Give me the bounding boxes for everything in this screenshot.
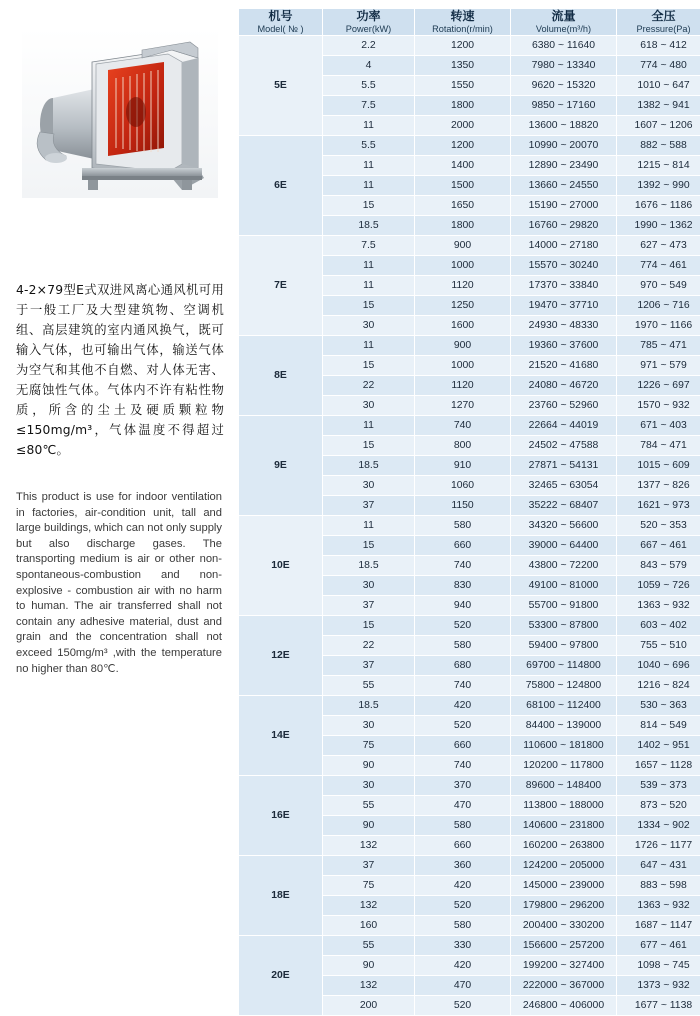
cell-rotation: 660: [415, 536, 511, 556]
cell-volume: 14000 ~ 27180: [511, 236, 617, 256]
table-row: [239, 136, 700, 156]
cell-rotation: 900: [415, 336, 511, 356]
cell-volume: 21520 ~ 41680: [511, 356, 617, 376]
cell-pressure: 1040 ~ 696: [617, 656, 700, 676]
cell-power: 11: [323, 416, 415, 436]
column-header-pressure: [617, 9, 700, 36]
cell-rotation: 330: [415, 936, 511, 956]
cell-pressure: 1570 ~ 932: [617, 396, 700, 416]
cell-rotation: 360: [415, 856, 511, 876]
cell-volume: 24930 ~ 48330: [511, 316, 617, 336]
cell-rotation: 910: [415, 456, 511, 476]
cell-volume: 68100 ~ 112400: [511, 696, 617, 716]
cell-power: 11: [323, 176, 415, 196]
cell-rotation: 660: [415, 736, 511, 756]
cell-rotation: 370: [415, 776, 511, 796]
cell-pressure: 774 ~ 461: [617, 256, 700, 276]
cell-rotation: 420: [415, 696, 511, 716]
cell-pressure: 814 ~ 549: [617, 716, 700, 736]
cell-volume: 89600 ~ 148400: [511, 776, 617, 796]
cell-volume: 75800 ~ 124800: [511, 676, 617, 696]
table-row: [239, 696, 700, 716]
cell-power: 30: [323, 716, 415, 736]
cell-volume: 32465 ~ 63054: [511, 476, 617, 496]
cell-power: 15: [323, 616, 415, 636]
table-header: [239, 9, 700, 36]
description-chinese: 4-2×79型E式双进风离心通风机可用于一般工厂及大型建筑物、空调机组、高层建筑的室内通风换气，既可输入气体，也可输出气体，输送气体为空气和其他不自燃、对人体无害、无腐蚀性气体。气体内不许有粘性物质，所含的尘土及硬质颗粒物≤150mg/m³，气体温度不得超过≤80℃。: [16, 280, 224, 460]
cell-pressure: 1363 ~ 932: [617, 596, 700, 616]
cell-power: 55: [323, 936, 415, 956]
table-row: [239, 516, 700, 536]
cell-pressure: 627 ~ 473: [617, 236, 700, 256]
cell-power: 75: [323, 876, 415, 896]
cell-rotation: 2000: [415, 116, 511, 136]
column-header-pressure-en: Pressure(Pa): [617, 23, 700, 35]
cell-power: 11: [323, 116, 415, 136]
cell-rotation: 420: [415, 876, 511, 896]
cell-pressure: 1010 ~ 647: [617, 76, 700, 96]
column-header-rotation: [415, 9, 511, 36]
cell-volume: 120200 ~ 117800: [511, 756, 617, 776]
cell-volume: 19360 ~ 37600: [511, 336, 617, 356]
cell-volume: 35222 ~ 68407: [511, 496, 617, 516]
cell-pressure: 677 ~ 461: [617, 936, 700, 956]
cell-power: 132: [323, 896, 415, 916]
table-row: [239, 856, 700, 876]
specification-table: [238, 8, 700, 1016]
cell-volume: 145000 ~ 239000: [511, 876, 617, 896]
cell-volume: 59400 ~ 97800: [511, 636, 617, 656]
cell-power: 30: [323, 396, 415, 416]
cell-volume: 10990 ~ 20070: [511, 136, 617, 156]
table-row: [239, 336, 700, 356]
cell-power: 200: [323, 996, 415, 1016]
cell-pressure: 1676 ~ 1186: [617, 196, 700, 216]
cell-pressure: 843 ~ 579: [617, 556, 700, 576]
cell-power: 30: [323, 316, 415, 336]
cell-rotation: 740: [415, 556, 511, 576]
cell-rotation: 830: [415, 576, 511, 596]
cell-volume: 15190 ~ 27000: [511, 196, 617, 216]
cell-power: 15: [323, 296, 415, 316]
cell-pressure: 539 ~ 373: [617, 776, 700, 796]
cell-rotation: 800: [415, 436, 511, 456]
cell-model: 8E: [239, 336, 323, 416]
cell-power: 55: [323, 676, 415, 696]
column-header-model-cn: 机号: [239, 9, 322, 23]
column-header-model-en: Model( № ): [239, 23, 322, 35]
cell-pressure: 618 ~ 412: [617, 36, 700, 56]
cell-model: 14E: [239, 696, 323, 776]
cell-pressure: 1990 ~ 1362: [617, 216, 700, 236]
cell-model: 10E: [239, 516, 323, 616]
cell-pressure: 667 ~ 461: [617, 536, 700, 556]
cell-pressure: 1607 ~ 1206: [617, 116, 700, 136]
cell-pressure: 520 ~ 353: [617, 516, 700, 536]
cell-pressure: 1098 ~ 745: [617, 956, 700, 976]
cell-volume: 55700 ~ 91800: [511, 596, 617, 616]
cell-rotation: 680: [415, 656, 511, 676]
cell-rotation: 660: [415, 836, 511, 856]
column-header-rotation-cn: 转速: [415, 9, 510, 23]
cell-power: 15: [323, 436, 415, 456]
cell-rotation: 1250: [415, 296, 511, 316]
cell-power: 37: [323, 596, 415, 616]
cell-power: 75: [323, 736, 415, 756]
cell-pressure: 1216 ~ 824: [617, 676, 700, 696]
cell-volume: 27871 ~ 54131: [511, 456, 617, 476]
cell-volume: 13660 ~ 24550: [511, 176, 617, 196]
cell-power: 132: [323, 836, 415, 856]
cell-rotation: 520: [415, 896, 511, 916]
specification-table-wrapper: [238, 8, 690, 1016]
cell-power: 55: [323, 796, 415, 816]
cell-volume: 246800 ~ 406000: [511, 996, 617, 1016]
cell-rotation: 1270: [415, 396, 511, 416]
column-header-volume-cn: 流量: [511, 9, 616, 23]
cell-rotation: 1800: [415, 96, 511, 116]
cell-volume: 156600 ~ 257200: [511, 936, 617, 956]
cell-volume: 84400 ~ 139000: [511, 716, 617, 736]
cell-power: 4: [323, 56, 415, 76]
column-header-power-cn: 功率: [323, 9, 414, 23]
cell-rotation: 580: [415, 816, 511, 836]
cell-power: 30: [323, 576, 415, 596]
column-header-rotation-en: Rotation(r/min): [415, 23, 510, 35]
column-header-model: [239, 9, 323, 36]
cell-pressure: 1657 ~ 1128: [617, 756, 700, 776]
cell-rotation: 580: [415, 916, 511, 936]
cell-pressure: 1206 ~ 716: [617, 296, 700, 316]
cell-power: 15: [323, 356, 415, 376]
cell-power: 90: [323, 956, 415, 976]
cell-volume: 9850 ~ 17160: [511, 96, 617, 116]
cell-model: 9E: [239, 416, 323, 516]
cell-power: 11: [323, 156, 415, 176]
cell-pressure: 530 ~ 363: [617, 696, 700, 716]
cell-volume: 110600 ~ 181800: [511, 736, 617, 756]
cell-pressure: 671 ~ 403: [617, 416, 700, 436]
fan-illustration: [22, 28, 218, 198]
cell-power: 11: [323, 256, 415, 276]
column-header-volume: [511, 9, 617, 36]
cell-pressure: 971 ~ 579: [617, 356, 700, 376]
cell-volume: 13600 ~ 18820: [511, 116, 617, 136]
cell-volume: 12890 ~ 23490: [511, 156, 617, 176]
cell-rotation: 1600: [415, 316, 511, 336]
cell-rotation: 1650: [415, 196, 511, 216]
cell-volume: 69700 ~ 114800: [511, 656, 617, 676]
cell-volume: 124200 ~ 205000: [511, 856, 617, 876]
cell-rotation: 1000: [415, 256, 511, 276]
cell-volume: 199200 ~ 327400: [511, 956, 617, 976]
cell-rotation: 1150: [415, 496, 511, 516]
cell-pressure: 882 ~ 588: [617, 136, 700, 156]
cell-rotation: 1200: [415, 136, 511, 156]
cell-power: 132: [323, 976, 415, 996]
cell-rotation: 520: [415, 716, 511, 736]
table-row: [239, 236, 700, 256]
cell-rotation: 740: [415, 676, 511, 696]
cell-power: 18.5: [323, 696, 415, 716]
cell-pressure: 647 ~ 431: [617, 856, 700, 876]
column-header-volume-en: Volume(m³/h): [511, 23, 616, 35]
cell-rotation: 1500: [415, 176, 511, 196]
cell-power: 30: [323, 776, 415, 796]
cell-rotation: 940: [415, 596, 511, 616]
cell-pressure: 1363 ~ 932: [617, 896, 700, 916]
cell-power: 15: [323, 536, 415, 556]
cell-rotation: 1120: [415, 276, 511, 296]
column-header-pressure-cn: 全压: [617, 9, 700, 23]
cell-volume: 179800 ~ 296200: [511, 896, 617, 916]
cell-volume: 23760 ~ 52960: [511, 396, 617, 416]
cell-rotation: 1060: [415, 476, 511, 496]
cell-pressure: 970 ~ 549: [617, 276, 700, 296]
cell-volume: 43800 ~ 72200: [511, 556, 617, 576]
cell-model: 5E: [239, 36, 323, 136]
cell-pressure: 873 ~ 520: [617, 796, 700, 816]
cell-volume: 19470 ~ 37710: [511, 296, 617, 316]
cell-pressure: 603 ~ 402: [617, 616, 700, 636]
cell-volume: 160200 ~ 263800: [511, 836, 617, 856]
cell-rotation: 470: [415, 976, 511, 996]
cell-power: 11: [323, 336, 415, 356]
cell-power: 11: [323, 516, 415, 536]
cell-model: 16E: [239, 776, 323, 856]
cell-pressure: 1226 ~ 697: [617, 376, 700, 396]
cell-volume: 16760 ~ 29820: [511, 216, 617, 236]
cell-rotation: 520: [415, 616, 511, 636]
table-row: [239, 936, 700, 956]
cell-power: 90: [323, 816, 415, 836]
cell-pressure: 755 ~ 510: [617, 636, 700, 656]
cell-power: 37: [323, 656, 415, 676]
cell-power: 2.2: [323, 36, 415, 56]
cell-volume: 222000 ~ 367000: [511, 976, 617, 996]
cell-power: 18.5: [323, 216, 415, 236]
cell-rotation: 470: [415, 796, 511, 816]
cell-pressure: 1015 ~ 609: [617, 456, 700, 476]
cell-pressure: 784 ~ 471: [617, 436, 700, 456]
cell-rotation: 900: [415, 236, 511, 256]
cell-power: 18.5: [323, 456, 415, 476]
cell-pressure: 1392 ~ 990: [617, 176, 700, 196]
cell-pressure: 1687 ~ 1147: [617, 916, 700, 936]
cell-pressure: 1059 ~ 726: [617, 576, 700, 596]
cell-rotation: 1550: [415, 76, 511, 96]
cell-volume: 22664 ~ 44019: [511, 416, 617, 436]
cell-model: 12E: [239, 616, 323, 696]
cell-volume: 17370 ~ 33840: [511, 276, 617, 296]
cell-model: 6E: [239, 136, 323, 236]
column-header-power: [323, 9, 415, 36]
cell-power: 5.5: [323, 136, 415, 156]
cell-rotation: 1350: [415, 56, 511, 76]
cell-volume: 140600 ~ 231800: [511, 816, 617, 836]
cell-pressure: 1373 ~ 932: [617, 976, 700, 996]
cell-pressure: 1382 ~ 941: [617, 96, 700, 116]
left-column: [0, 0, 238, 933]
cell-rotation: 1800: [415, 216, 511, 236]
cell-volume: 113800 ~ 188000: [511, 796, 617, 816]
cell-rotation: 420: [415, 956, 511, 976]
cell-volume: 39000 ~ 64400: [511, 536, 617, 556]
table-row: [239, 616, 700, 636]
cell-volume: 53300 ~ 87800: [511, 616, 617, 636]
cell-power: 22: [323, 636, 415, 656]
cell-rotation: 580: [415, 636, 511, 656]
cell-pressure: 774 ~ 480: [617, 56, 700, 76]
cell-volume: 9620 ~ 15320: [511, 76, 617, 96]
cell-pressure: 1970 ~ 1166: [617, 316, 700, 336]
cell-pressure: 785 ~ 471: [617, 336, 700, 356]
cell-model: 7E: [239, 236, 323, 336]
cell-pressure: 1402 ~ 951: [617, 736, 700, 756]
cell-rotation: 1000: [415, 356, 511, 376]
table-row: [239, 776, 700, 796]
cell-power: 30: [323, 476, 415, 496]
table-row: [239, 36, 700, 56]
table-body: [239, 36, 700, 1016]
cell-power: 90: [323, 756, 415, 776]
cell-volume: 15570 ~ 30240: [511, 256, 617, 276]
description-english: This product is use for indoor ventilation in factories, air-condition unit, tall and large buildings, which can not only supply but also discharge gases. The transporting medium is air or other non-spontaneous-combustion and non-explosive - combustion air with no harm to human. The air transferred shall not contain any adhesive material, dust and grain and the concentration shall not exceed 150mg/m³ ,with the temperature no higher than 80℃.: [16, 490, 222, 677]
cell-pressure: 1215 ~ 814: [617, 156, 700, 176]
table-header-row: [239, 9, 700, 36]
cell-pressure: 1677 ~ 1138: [617, 996, 700, 1016]
cell-volume: 7980 ~ 13340: [511, 56, 617, 76]
cell-rotation: 1200: [415, 36, 511, 56]
cell-power: 22: [323, 376, 415, 396]
cell-rotation: 740: [415, 756, 511, 776]
cell-pressure: 883 ~ 598: [617, 876, 700, 896]
cell-volume: 6380 ~ 11640: [511, 36, 617, 56]
cell-power: 7.5: [323, 236, 415, 256]
cell-power: 5.5: [323, 76, 415, 96]
cell-power: 15: [323, 196, 415, 216]
cell-model: 18E: [239, 856, 323, 936]
cell-power: 160: [323, 916, 415, 936]
table-row: [239, 416, 700, 436]
cell-volume: 200400 ~ 330200: [511, 916, 617, 936]
cell-pressure: 1377 ~ 826: [617, 476, 700, 496]
column-header-power-en: Power(kW): [323, 23, 414, 35]
cell-rotation: 580: [415, 516, 511, 536]
cell-power: 18.5: [323, 556, 415, 576]
cell-pressure: 1726 ~ 1177: [617, 836, 700, 856]
cell-power: 37: [323, 496, 415, 516]
centrifugal-fan-photo: [22, 28, 218, 198]
cell-rotation: 520: [415, 996, 511, 1016]
cell-rotation: 1120: [415, 376, 511, 396]
cell-power: 11: [323, 276, 415, 296]
cell-volume: 34320 ~ 56600: [511, 516, 617, 536]
cell-power: 37: [323, 856, 415, 876]
cell-pressure: 1334 ~ 902: [617, 816, 700, 836]
cell-volume: 24502 ~ 47588: [511, 436, 617, 456]
cell-model: 20E: [239, 936, 323, 1016]
cell-rotation: 1400: [415, 156, 511, 176]
cell-power: 7.5: [323, 96, 415, 116]
cell-pressure: 1621 ~ 973: [617, 496, 700, 516]
cell-rotation: 740: [415, 416, 511, 436]
cell-volume: 49100 ~ 81000: [511, 576, 617, 596]
cell-volume: 24080 ~ 46720: [511, 376, 617, 396]
